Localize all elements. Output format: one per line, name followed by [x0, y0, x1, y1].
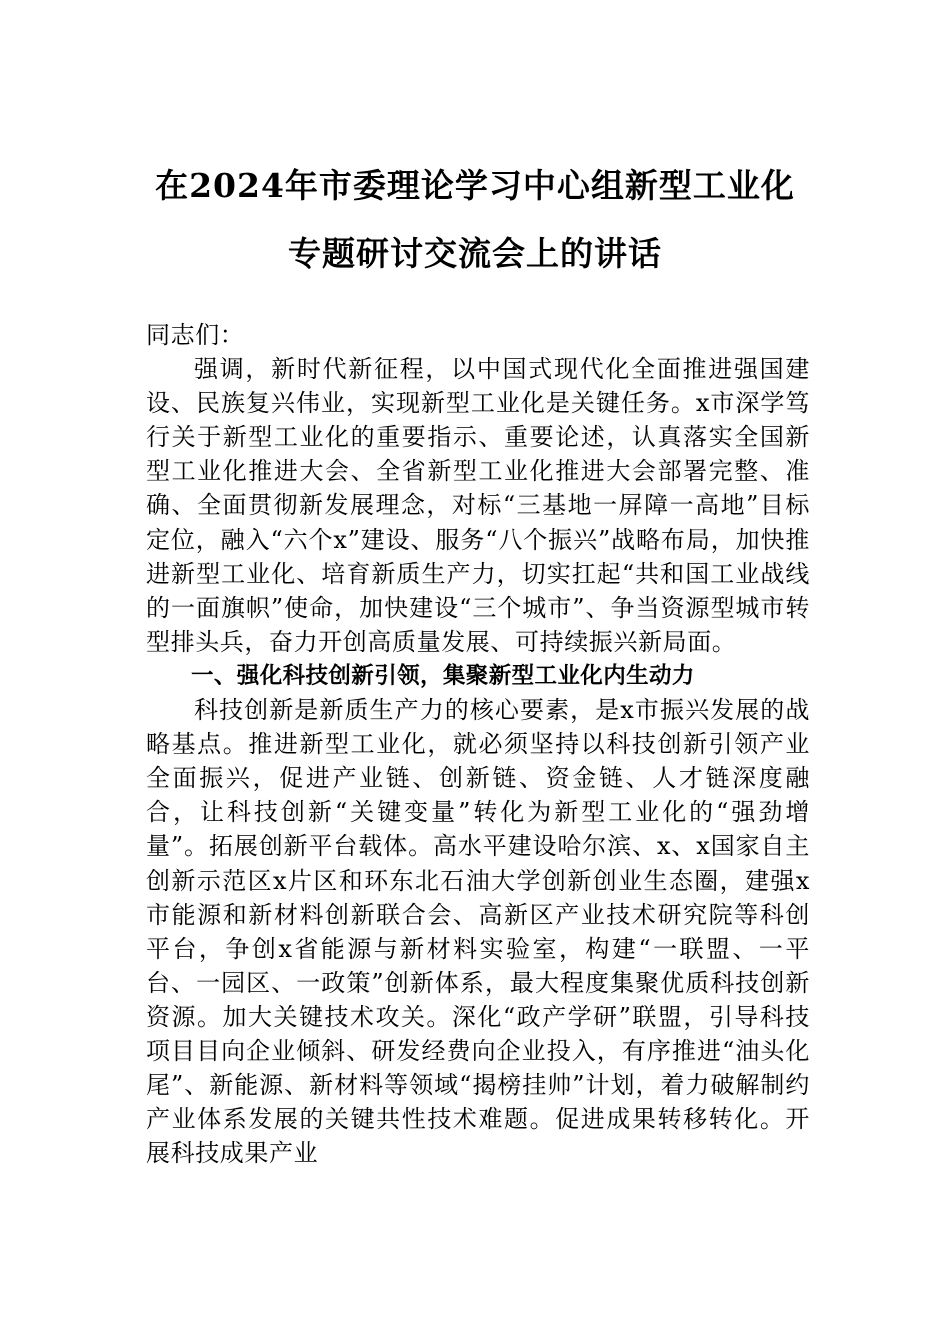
section-heading-1: 一、强化科技创新引领，集聚新型工业化内生动力: [191, 662, 695, 689]
document-title-line1: 在2024年市委理论学习中心组新型工业化: [155, 166, 795, 205]
document-body: [146, 318, 810, 1170]
paragraph-section-1: 科技创新是新质生产力的核心要素，是x市振兴发展的战略基点。推进新型工业化，就必须坚持以科技创新引领产业全面振兴，促进产业链、创新链、资金链、人才链深度融合，让科技创新“关键变量”转化为新型工业化的“强劲增量”。拓展创新平台载体。高水平建设哈尔滨、x、x国家自主创新示范区x片区和环东北石油大学创新创业生态圈，建强x市能源和新材料创新联合会、高新区产业技术研究院等科创平台，争创x省能源与新材料实验室，构建“一联盟、一平台、一园区、一政策”创新体系，最大程度集聚优质科技创新资源。加大关键技术攻关。深化“政产学研”联盟，引导科技项目目向企业倾斜、研发经费向企业投入，有序推进“油头化尾”、新能源、新材料等领域“揭榜挂帅”计划，着力破解制约产业体系发展的关键共性技术难题。促进成果转移转化。开展科技成果产业: [146, 696, 810, 1168]
salutation: 同志们：: [146, 321, 245, 349]
document-title-line2: 专题研讨交流会上的讲话: [288, 234, 662, 273]
paragraph-intro: 强调，新时代新征程，以中国式现代化全面推进强国建设、民族复兴伟业，实现新型工业化是关键任务。x市深学笃行关于新型工业化的重要指示、重要论述，认真落实全国新型工业化推进大会、全省新型工业化推进大会部署完整、准确、全面贯彻新发展理念，对标“三基地一屏障一高地”目标定位，融入“六个x”建设、服务“八个振兴”战略布局，加快推进新型工业化、培育新质生产力，切实扛起“共和国工业战线的一面旗帜”使命，加快建设“三个城市”、争当资源型城市转型排头兵，奋力开创高质量发展、可持续振兴新局面。: [146, 355, 810, 656]
